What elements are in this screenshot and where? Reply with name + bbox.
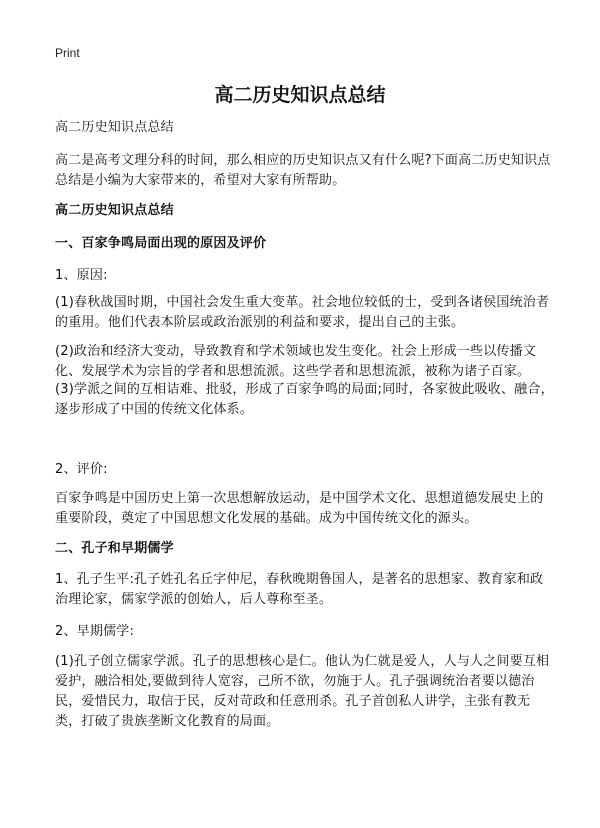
cause-paragraph-1: (1)春秋战国时期，中国社会发生重大变革。社会地位较低的士，受到各诸侯国统治者的重用。他们代表本阶层或政治派别的利益和要求，提出自己的主张。 (55, 295, 550, 330)
cause-label: 1、原因: (55, 268, 108, 283)
cause-paragraph-3: (3)学派之间的互相诘难、批驳，形成了百家争鸣的局面;同时，各家彼此吸收、融合，逐步形成了中国的传统文化体系。 (55, 382, 554, 417)
evaluation-paragraph: 百家争鸣是中国历史上第一次思想解放运动，是中国学术文化、思想道德发展史上的重要阶段，奠定了中国思想文化发展的基础。成为中国传统文化的源头。 (55, 491, 544, 526)
intro-paragraph: 高二是高考文理分科的时间，那么相应的历史知识点又有什么呢?下面高二历史知识点总结是小编为大家带来的，希望对大家有所帮助。 (55, 153, 551, 188)
subtitle: 高二历史知识点总结 (55, 120, 174, 135)
print-link[interactable]: Print (55, 46, 80, 60)
page-title: 高二历史知识点总结 (214, 84, 386, 106)
heading-2: 二、孔子和早期儒学 (55, 541, 174, 556)
early-confucianism-paragraph: (1)孔子创立儒家学派。孔子的思想核心是仁。他认为仁就是爱人，人与人之间要互相爱护，融洽相处,要做到待人宽容，己所不欲，勿施于人。孔子强调统治者要以德治民，爱惜民力，取信于民，反对苛政和任意刑杀。孔子首创私人讲学，主张有教无类，打破了贵族垄断文化教育的局面。 (55, 654, 550, 729)
cause-paragraph-2: (2)政治和经济大变动，导致教育和学术领域也发生变化。社会上形成一些以传播文化、发展学术为宗旨的学者和思想流派。这些学者和思想流派，被称为诸子百家。 (55, 344, 537, 379)
section-heading: 高二历史知识点总结 (55, 203, 174, 218)
early-confucianism-label: 2、早期儒学: (55, 624, 135, 639)
heading-1: 一、百家争鸣局面出现的原因及评价 (55, 236, 267, 251)
evaluation-label: 2、评价: (55, 462, 108, 477)
confucius-bio-paragraph: 1、孔子生平:孔子姓孔名丘字仲尼，春秋晚期鲁国人，是著名的思想家、教育家和政治理论家，儒家学派的创始人，后人尊称至圣。 (55, 572, 544, 607)
